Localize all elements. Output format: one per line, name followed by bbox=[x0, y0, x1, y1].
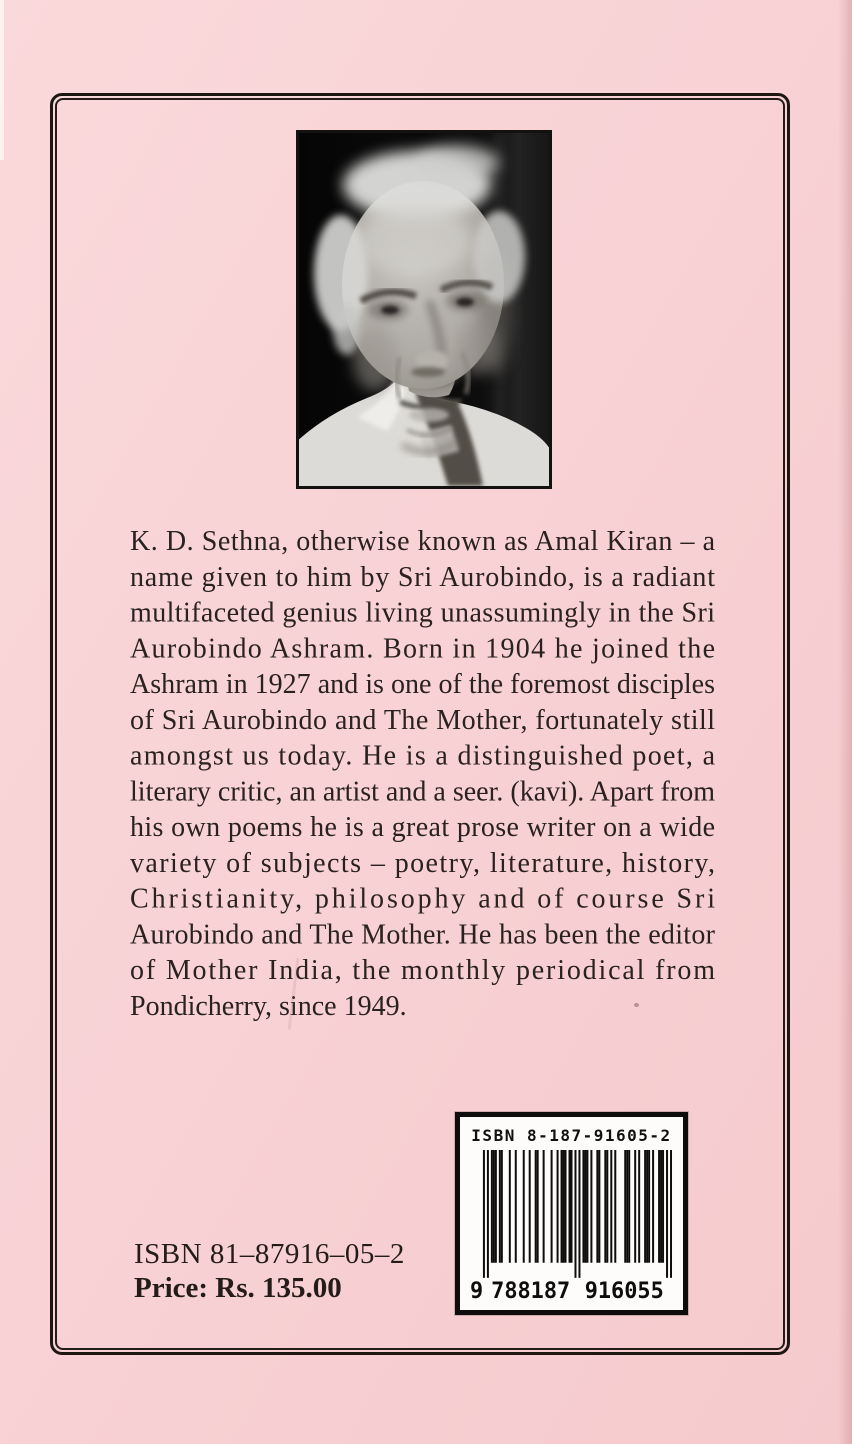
barcode-bar bbox=[670, 1150, 672, 1278]
bio-line: Christianity, philosophy and of course Sri bbox=[130, 883, 715, 915]
portrait-art bbox=[299, 133, 549, 486]
barcode-digit-prefix: 9 bbox=[469, 1278, 484, 1301]
footer-isbn-text: ISBN 81–87916–05–2 bbox=[134, 1238, 405, 1270]
bio-line: of Mother India, the monthly periodical from bbox=[130, 955, 715, 987]
barcode-isbn-text: ISBN 8-187-91605-2 bbox=[471, 1126, 672, 1145]
bio-line: Ashram in 1927 and is one of the foremost disciples bbox=[130, 669, 715, 701]
scan-speck bbox=[634, 1003, 639, 1007]
barcode-bar bbox=[495, 1150, 497, 1263]
isbn-barcode-label bbox=[455, 1112, 688, 1315]
barcode-bar bbox=[634, 1150, 636, 1263]
barcode-bar bbox=[509, 1150, 511, 1263]
bio-line: K. D. Sethna, otherwise known as Amal Kiran – a bbox=[130, 526, 715, 557]
barcode-bar bbox=[638, 1150, 640, 1263]
barcode-bar bbox=[648, 1150, 650, 1263]
ean13-barcode bbox=[469, 1150, 674, 1301]
barcode-bar bbox=[483, 1150, 485, 1278]
barcode-bar bbox=[499, 1150, 501, 1263]
scan-edge-shadow bbox=[838, 0, 852, 1444]
barcode-bar bbox=[606, 1150, 608, 1263]
bio-line: literary critic, an artist and a seer. (kavi). Apart from bbox=[130, 776, 715, 808]
bio-line: of Sri Aurobindo and The Mother, fortunately still bbox=[130, 704, 715, 736]
bio-line: multifaceted genius living unassumingly in the Sri bbox=[130, 597, 715, 629]
barcode-bar bbox=[537, 1150, 539, 1263]
barcode-bar bbox=[658, 1150, 660, 1263]
barcode-bar bbox=[571, 1150, 573, 1263]
bio-line: his own poems he is a great prose writer on a wide bbox=[130, 812, 715, 844]
scan-edge-sliver bbox=[0, 0, 4, 160]
barcode-bar bbox=[529, 1150, 531, 1263]
barcode-bar bbox=[491, 1150, 493, 1263]
barcode-bar bbox=[551, 1150, 553, 1263]
barcode-bar bbox=[501, 1150, 503, 1263]
barcode-bar bbox=[646, 1150, 648, 1263]
barcode-bar bbox=[626, 1150, 628, 1263]
bio-line: Pondicherry, since 1949. bbox=[130, 991, 407, 1022]
barcode-bar bbox=[493, 1150, 495, 1263]
barcode-bar bbox=[660, 1150, 662, 1263]
barcode-bar bbox=[569, 1150, 571, 1263]
barcode-bar bbox=[535, 1150, 537, 1263]
barcode-bar bbox=[574, 1150, 576, 1278]
barcode-bar bbox=[557, 1150, 559, 1263]
barcode-digit-group2: 916055 bbox=[584, 1278, 664, 1301]
barcode-bar bbox=[590, 1150, 592, 1263]
barcode-bar bbox=[582, 1150, 584, 1263]
barcode-bar bbox=[543, 1150, 545, 1263]
barcode-bar bbox=[596, 1150, 598, 1263]
barcode-bar bbox=[662, 1150, 664, 1263]
bio-line: variety of subjects – poetry, literature, history, bbox=[130, 847, 716, 879]
barcode-bar bbox=[614, 1150, 616, 1263]
barcode-bar bbox=[666, 1150, 668, 1278]
barcode-digit-group1: 788187 bbox=[491, 1278, 571, 1301]
barcode-bar bbox=[644, 1150, 646, 1263]
barcode-bar bbox=[563, 1150, 565, 1263]
bio-line: name given to him by Sri Aurobindo, is a radiant bbox=[130, 561, 715, 593]
barcode-bar bbox=[523, 1150, 525, 1263]
barcode-bar bbox=[610, 1150, 612, 1263]
barcode-bar bbox=[515, 1150, 517, 1263]
barcode-bar bbox=[652, 1150, 654, 1263]
barcode-bar bbox=[561, 1150, 563, 1263]
barcode-bar bbox=[604, 1150, 606, 1263]
bio-text bbox=[130, 520, 715, 1060]
barcode-bar bbox=[578, 1150, 580, 1278]
barcode-bar bbox=[487, 1150, 489, 1278]
barcode-bar bbox=[628, 1150, 630, 1263]
barcode-bar bbox=[624, 1150, 626, 1263]
barcode-bar bbox=[598, 1150, 600, 1263]
footer-block bbox=[134, 1237, 405, 1305]
barcode-bar bbox=[584, 1150, 586, 1263]
author-portrait-photo bbox=[296, 130, 552, 489]
ean13-bars bbox=[469, 1150, 674, 1301]
barcode-bar bbox=[586, 1150, 588, 1263]
bio-line: Aurobindo Ashram. Born in 1904 he joined the bbox=[130, 633, 715, 665]
footer-price-text: Price: Rs. 135.00 bbox=[134, 1272, 342, 1304]
bio-line: Aurobindo and The Mother. He has been the editor bbox=[130, 919, 715, 951]
bio-line: amongst us today. He is a distinguished poet, a bbox=[130, 740, 715, 772]
author-bio-paragraph bbox=[130, 520, 715, 1060]
barcode-bar bbox=[565, 1150, 567, 1263]
